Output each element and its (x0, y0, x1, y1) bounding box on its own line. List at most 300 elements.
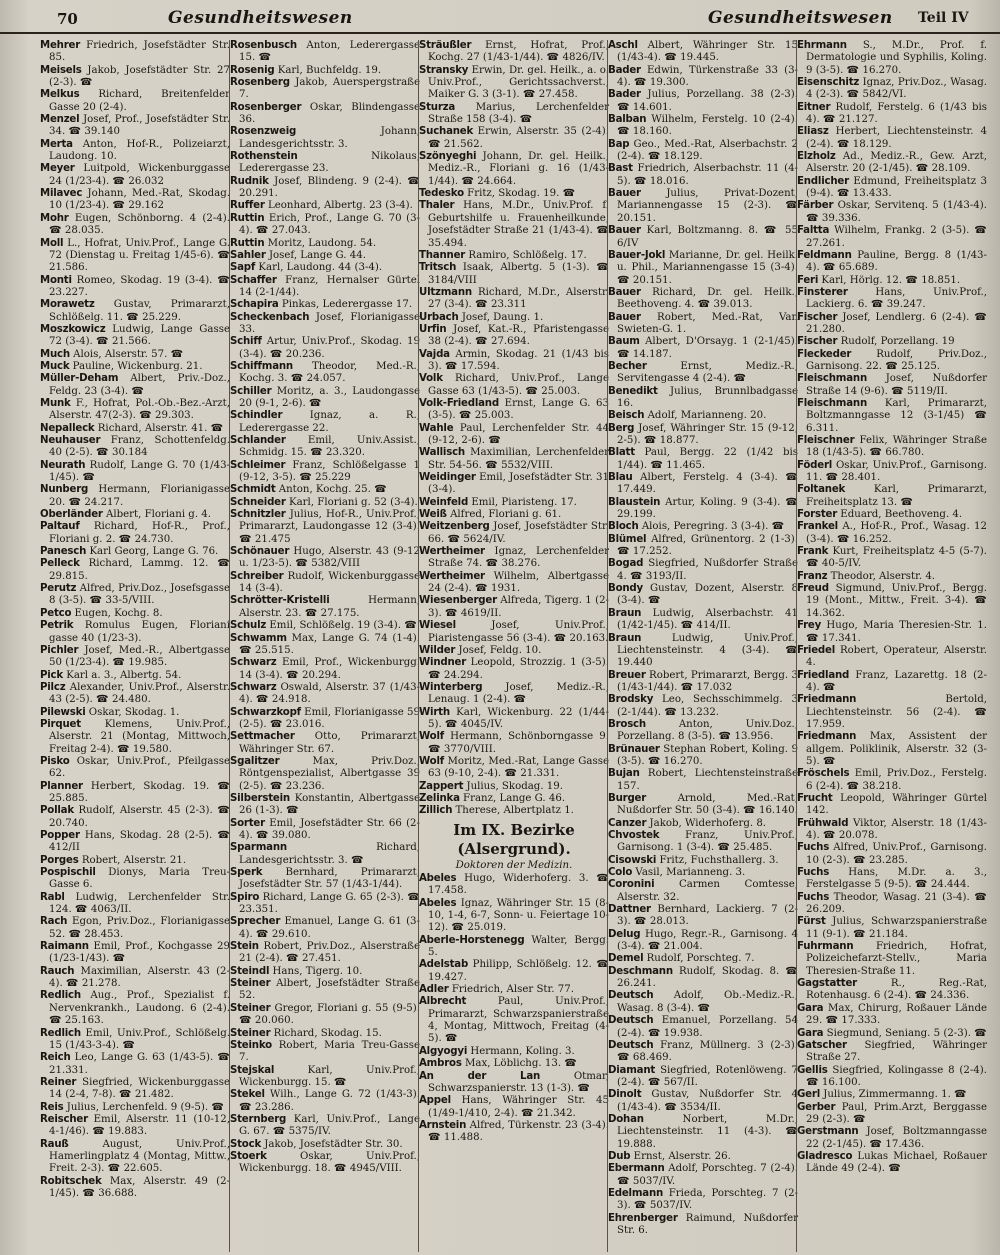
entry-details: Moritz, Laudong. 54. (267, 237, 377, 249)
entry-surname: Rosenberg (230, 77, 290, 89)
entry-details: Herbert, Liechtensteinstr. 4 (2-4). ☎ 18.129. (806, 126, 987, 150)
entry-details: Karl, Primararzt, Boltzmanngasse 12 (3-1/45) ☎ 6.311. (806, 397, 987, 434)
entry-surname: Gerber (797, 1101, 836, 1113)
entry-details: Moritz, Med.-Rat, Lange Gasse 63 (9-10, 2-4). ☎ 21.331. (428, 755, 609, 780)
entry-details: Otmar, Schwarzspanierstr. 13 (1-3). ☎ (428, 1070, 609, 1094)
entry-surname: Schwarzkopf (230, 706, 301, 718)
entry-details: Robert, Maria Treu-Gasse 7. (239, 1039, 420, 1064)
entry-surname: Weidinger (419, 472, 476, 484)
entry-surname: Petco (40, 607, 72, 619)
directory-entry (230, 200, 420, 212)
entry-details: Hermann, Alserstr. 23. ☎ 27.175. (239, 595, 420, 619)
entry-details: Josef, Prof., Josefstädter Str. 34. ☎ 39.140 (49, 114, 230, 138)
directory-entry (797, 546, 987, 571)
entry-surname: Ehrenberger (608, 1212, 678, 1224)
directory-entry (230, 460, 420, 485)
directory-entry (797, 670, 987, 695)
directory-entry (40, 719, 230, 756)
entry-surname: Sperk (230, 867, 263, 879)
entry-surname: Schapira (230, 299, 279, 311)
directory-entry (608, 1015, 798, 1040)
directory-entry (40, 1102, 230, 1114)
entry-surname: Wirth (419, 706, 450, 718)
directory-entry (797, 941, 987, 978)
entry-surname: Rauß (40, 1138, 69, 1150)
directory-entry (608, 558, 798, 583)
entry-details: Dionys, Maria Treu-Gasse 6. (49, 867, 230, 891)
directory-entry (40, 509, 230, 521)
entry-surname: Färber (797, 200, 834, 212)
directory-entry (230, 1114, 420, 1139)
entry-surname: Bogad (608, 558, 644, 570)
entry-details: R., Reg.-Rat, Rotenhausg. 6 (2-4). ☎ 24.336. (806, 978, 987, 1002)
directory-entry (797, 275, 987, 287)
entry-details: Richard, Hof-R., Prof., Floriani g. 2. ☎ 24.730. (49, 521, 230, 545)
entry-surname: Abeles (419, 873, 457, 884)
directory-entry (40, 608, 230, 620)
entry-details: Ramiro, Schlößelg. 17. (468, 249, 587, 261)
directory-entry (40, 188, 230, 213)
directory-entry (608, 904, 798, 929)
entry-details: Josef, Lendlerg. 6 (2-4). ☎ 21.280. (806, 311, 987, 335)
directory-entry (608, 793, 798, 818)
entry-details: Alfred, Grünentorg. 2 (1-3). ☎ 17.252. (617, 533, 798, 558)
entry-details: Hans, Univ.Prof., Lackierg. 6. ☎ 39.247. (806, 286, 987, 311)
entry-details: Romeo, Skodag. 19 (3-4). ☎ 23.227. (49, 274, 230, 298)
entry-details: Kurt, Freiheitsplatz 4-5 (5-7). ☎ 40-5/IV. (806, 546, 987, 570)
entry-surname: Foltanek (797, 484, 846, 496)
entry-surname: Bader (608, 64, 641, 76)
entry-surname: Reiner (40, 1076, 77, 1088)
directory-entry (40, 805, 230, 830)
entry-surname: Schindler (230, 410, 283, 422)
entry-surname: Bauer (608, 286, 641, 298)
entry-surname: Delug (608, 928, 641, 940)
entry-details: Johann, Landesgerichtsstr. 3. (239, 126, 420, 150)
entry-surname: Porges (40, 854, 79, 866)
entry-details: Klemens, Univ.Prof., Alserstr. 21 (Montag, Mittwoch, Freitag 2-4). ☎ 19.580. (49, 718, 230, 755)
directory-entry (230, 1139, 420, 1151)
entry-details: Karl, Wickenburg. 22 (1/44-5). ☎ 4045/IV. (428, 706, 609, 730)
entry-surname: Gara (797, 1027, 824, 1039)
entry-surname: Steiner (230, 1027, 271, 1039)
entry-details: Siegfried, Rotenlöweng. 7 (2-4). ☎ 567/II. (617, 1064, 798, 1088)
directory-entry (230, 595, 420, 620)
directory-entry (230, 1003, 420, 1028)
entry-surname: An der Lan (419, 1070, 541, 1082)
entry-details: Rudolf, Lange G. 70 (1/43-1/45). ☎ (49, 459, 230, 484)
directory-entry (608, 1163, 798, 1188)
entry-details: Hugo, Maria Theresien-Str. 1. ☎ 17.341. (806, 620, 987, 644)
directory-columns (40, 40, 995, 1252)
directory-entry (40, 275, 230, 300)
directory-entry (608, 225, 798, 250)
entry-details: L., Hofrat, Univ.Prof., Lange G. 72 (Dienstag u. Freitag 1/45-6). ☎ 21.586. (49, 237, 230, 274)
directory-entry (419, 1120, 609, 1145)
entry-surname: Reis (40, 1101, 64, 1113)
entry-surname: Nunberg (40, 484, 89, 496)
directory-entry (419, 188, 609, 200)
entry-details: Emanuel, Lange G. 61 (3-4). ☎ 29.610. (239, 916, 420, 940)
entry-surname: Braun (608, 632, 642, 644)
directory-entry (608, 867, 798, 879)
directory-entry (40, 1077, 230, 1102)
entry-surname: Weiß (419, 509, 447, 521)
entry-surname: Dinolt (608, 1089, 642, 1101)
entry-surname: Gellis (797, 1064, 828, 1076)
directory-entry (40, 139, 230, 164)
directory-entry (608, 818, 798, 830)
directory-entry (230, 1151, 420, 1176)
entry-surname: Rothenstein (230, 151, 298, 163)
directory-entry (40, 756, 230, 781)
directory-entry (419, 262, 609, 287)
directory-entry (230, 151, 420, 176)
directory-entry (797, 645, 987, 670)
entry-details: Rudolf, Alserstr. 45 (2-3). ☎ 20.740. (49, 805, 230, 829)
entry-details: Emil, Florianigasse 59 (2-5). ☎ 23.016. (239, 706, 420, 730)
entry-surname: Frank (797, 546, 829, 558)
entry-surname: Scheckenbach (230, 311, 310, 323)
entry-details: Max, Chirurg, Roßauer Lände 29. ☎ 17.333. (806, 1002, 987, 1027)
entry-details: Julius, Privat-Dozent, Mariannengasse 15 (2-3). ☎ 20.151. (617, 188, 798, 224)
directory-entry (230, 966, 420, 978)
entry-details: Emil, Prof., Kochgasse 29 (1/23-1/43). ☎ (49, 941, 230, 965)
entry-surname: Milavec (40, 188, 83, 200)
entry-surname: Merta (40, 138, 73, 150)
entry-details: Eugen, Kochg. 8. (74, 607, 163, 619)
entry-details: Egon, Priv.Doz., Florianigasse 52. ☎ 28.453. (49, 916, 230, 940)
entry-surname: Settmacher (230, 731, 295, 743)
entry-details: Josef, Josefstädter Str. 66. ☎ 5624/IV. (428, 521, 609, 545)
entry-details: Armin, Skodag. 21 (1/43 bis 3). ☎ 17.594. (428, 348, 609, 372)
entry-surname: Zappert (419, 780, 464, 792)
entry-surname: Bap (608, 138, 630, 150)
directory-entry (419, 151, 609, 188)
directory-entry (608, 719, 798, 744)
entry-surname: Windner (419, 657, 467, 669)
entry-details: Adolf, Ob.-Mediz.-R., Wasag. 8 (3-4). ☎ (617, 990, 798, 1014)
entry-surname: Rabl (40, 891, 65, 903)
entry-surname: Freud (797, 583, 829, 595)
directory-entry (797, 793, 987, 818)
directory-entry (230, 707, 420, 732)
entry-details: Richard, Lammg. 12. ☎ 29.815. (49, 558, 230, 582)
directory-entry (797, 842, 987, 867)
entry-surname: Fürst (797, 916, 826, 928)
directory-entry (230, 892, 420, 917)
directory-entry (797, 1040, 987, 1065)
entry-details: Aug., Prof., Spezialist f. Nervenkrankh., Laudong. 6 (2-4). ☎ 25.163. (49, 990, 230, 1027)
entry-surname: Pilewski (40, 706, 86, 718)
entry-details: Friedrich, Josefstädter Str. 85. (49, 40, 230, 64)
entry-surname: Brosch (608, 718, 646, 730)
entry-surname: Edelmann (608, 1187, 664, 1199)
page-header (0, 6, 1000, 34)
entry-surname: Endlicher (797, 175, 849, 187)
entry-details: Hans, Währinger Str. 45 (1/49-1/410, 2-4). ☎ 21.342. (428, 1095, 609, 1119)
entry-surname: Appel (419, 1095, 451, 1107)
entry-details: Pauline, Wickenburg. 21. (72, 360, 203, 372)
directory-entry (608, 40, 798, 65)
entry-surname: Fleischmann (797, 397, 868, 409)
entry-details: Julius, Brunnlbadgasse 16. (617, 385, 798, 409)
entry-details: Ludwig, Univ.Prof., Liechtensteinstr. 4 (3-4). ☎ 19.440 (617, 632, 798, 669)
entry-surname: Wiesenberger (419, 595, 497, 607)
entry-details: Arnold, Med.-Rat, Nußdorfer Str. 50 (3-4). ☎ 16.140. (617, 792, 798, 817)
directory-entry (608, 966, 798, 991)
running-title-right: Gesundheitswesen (708, 8, 893, 28)
entry-details: Alfred, Univ.Prof., Garnisong. 10 (2-3). ☎ 23.285. (806, 842, 987, 866)
entry-surname: Sapf (230, 262, 256, 274)
entry-surname: Suchanek (419, 126, 474, 138)
entry-details: Oskar, Univ.Prof., Pfeilgasse 62. (49, 755, 230, 780)
directory-entry (419, 509, 609, 521)
directory-entry (230, 497, 420, 509)
entry-surname: Berg (608, 422, 635, 434)
entry-surname: Schnitzler (230, 509, 286, 521)
entry-details: Adolf, Porschteg. 7 (2-4). ☎ 5037/IV. (617, 1163, 798, 1187)
directory-entry (230, 546, 420, 571)
entry-surname: Bauer-Jokl (608, 249, 666, 261)
directory-entry (608, 929, 798, 954)
entry-details: Emil, Piaristeng. 17. (471, 496, 577, 508)
entry-details: Erwin, Alserstr. 35 (2-4). ☎ 21.562. (428, 126, 609, 150)
directory-entry (608, 633, 798, 670)
entry-surname: Blau (608, 472, 633, 484)
entry-details: Karl, Floriani g. 52 (3-4). (288, 496, 418, 508)
directory-entry (230, 250, 420, 262)
directory-entry (797, 1126, 987, 1151)
entry-details: Alfred, Türkenstr. 23 (3-4). ☎ 11.488. (428, 1119, 609, 1144)
entry-details: Hermann, Koling. 3. (470, 1045, 575, 1057)
directory-entry (40, 213, 230, 238)
entry-surname: Rauch (40, 965, 75, 977)
entry-details: Oskar, Univ.Prof., Wickenburgg. 18. ☎ 4945/VIII. (239, 1150, 420, 1175)
entry-surname: Fröschels (797, 768, 850, 780)
entry-details: Karl, Boltzmanng. 8. ☎ 55 6/IV (617, 225, 798, 249)
entry-details: Josef, Kat.-R., Pfaristengasse 38 (2-4). ☎ 27.694. (428, 323, 609, 348)
directory-entry (40, 40, 230, 65)
entry-surname: Eliasz (797, 126, 829, 138)
part-label: Teil IV (918, 10, 969, 26)
entry-surname: Tedesko (419, 188, 464, 200)
entry-details: Emil, Alserstr. 11 (10-12, 4-1/46). ☎ 19.883. (49, 1113, 230, 1138)
entry-surname: Algyogyi (419, 1045, 468, 1057)
directory-entry (797, 818, 987, 843)
entry-surname: Ehrmann (797, 40, 847, 51)
directory-entry (419, 1095, 609, 1120)
entry-surname: Weinfeld (419, 496, 469, 508)
entry-details: Fritz, Skodag. 19. ☎ (467, 188, 576, 200)
directory-entry (797, 349, 987, 374)
entry-details: Alois, Peregring. 3 (3-4). ☎ (641, 521, 785, 533)
directory-entry (797, 176, 987, 201)
entry-details: Josef, Florianigasse 33. (239, 311, 420, 335)
directory-entry (230, 40, 420, 65)
section-subheading: Doktoren der Medizin. (455, 859, 573, 871)
directory-entry (608, 447, 798, 472)
entry-surname: Brünauer (608, 743, 660, 755)
entry-details: Hans, Skodag. 28 (2-5). ☎ 412/II (49, 830, 230, 854)
directory-entry (230, 336, 420, 361)
entry-details: Richard, Alserstr. 41. ☎ (97, 422, 224, 434)
directory-entry (419, 984, 609, 996)
entry-details: Herbert, Skodag. 19. ☎ 25.885. (49, 780, 230, 804)
directory-entry (797, 250, 987, 275)
entry-details: Julius, Schwarzspanierstraße 11 (9-1). ☎ 21.184. (806, 916, 987, 940)
entry-details: Luitpold, Wickenburggasse 24 (1/23-4). ☎ 26.032 (49, 163, 230, 187)
directory-entry (797, 867, 987, 892)
directory-entry (230, 361, 420, 386)
directory-entry (40, 423, 230, 435)
entry-details: Ludwig, Lange Gasse 72 (3-4). ☎ 21.566. (49, 323, 230, 348)
entry-details: Josef, Feldg. 10. (458, 644, 542, 656)
directory-entry (419, 312, 609, 324)
entry-details: Julius, Lerchenfeld. 9 (9-5). ☎ (66, 1101, 225, 1113)
entry-details: Ernst, Mediz.-R., Servitengasse 4 (2-4). ☎ (617, 360, 798, 385)
entry-details: Siegfried, Währinger Straße 27. (806, 1039, 987, 1064)
entry-details: Hermann, Florianigasse 20. ☎ 24.217. (49, 484, 230, 508)
entry-details: Emil, Prof., Wickenburgg. 14 (3-4). ☎ 20.294. (239, 657, 420, 681)
entry-surname: Bauer (608, 225, 641, 237)
entry-details: Max, Assistent der allgem. Poliklinik, Alserstr. 32 (3-5). ☎ (806, 731, 987, 767)
entry-details: Alois, Alserstr. 57. ☎ (73, 348, 184, 360)
directory-entry (419, 1058, 609, 1070)
entry-surname: Feldmann (797, 249, 852, 261)
entry-details: F., Hofrat, Pol.-Ob.-Bez.-Arzt, Alserstr. 47(2-3). ☎ 29.303. (49, 397, 230, 422)
entry-details: Karl, Univ.Prof., Wickenburgg. 15. ☎ (239, 1064, 420, 1088)
entry-surname: Sahler (230, 249, 266, 261)
page-number: 70 (57, 10, 78, 28)
directory-entry (230, 238, 420, 250)
directory-entry (230, 571, 420, 596)
directory-entry (608, 830, 798, 855)
entry-surname: Bondy (608, 583, 643, 595)
entry-surname: Zillich (419, 805, 453, 817)
entry-details: Franz, Hernalser Gürtel 14 (2-1/44). (239, 274, 420, 298)
entry-details: S., M.Dr., Prof. f. Dermatologie und Syphilis, Koling. 9 (3-5). ☎ 16.270. (806, 40, 987, 76)
entry-surname: Rosenberger (230, 101, 302, 113)
directory-entry (608, 361, 798, 386)
entry-details: Julius, Hof-R., Univ.Prof., Primararzt, Laudongasse 12 (3-4). ☎ 21.475 (239, 509, 420, 545)
entry-details: Viktor, Alserstr. 18 (1/43-4). ☎ 20.078. (806, 817, 987, 841)
entry-surname: Schwarz (230, 657, 277, 669)
directory-entry (608, 1188, 798, 1213)
entry-details: Josef, Boltzmanngasse 22 (2-1/45). ☎ 17.436. (806, 1126, 987, 1150)
entry-surname: Vajda (419, 348, 450, 360)
entry-surname: Schulz (230, 620, 267, 632)
entry-details: Josef, Daung. 1. (461, 311, 544, 323)
entry-details: Julius, Porzellang. 38 (2-3). ☎ 14.601. (617, 89, 798, 113)
directory-entry (40, 114, 230, 139)
directory-entry (230, 386, 420, 411)
directory-entry (797, 1089, 987, 1101)
directory-entry (608, 188, 798, 225)
entry-details: Paul, Bergg. 22 (1/42 bis 1/44). ☎ 11.465. (617, 447, 798, 471)
entry-surname: Wolf (419, 731, 444, 743)
entry-details: Fritz, Fuchsthallerg. 3. (659, 854, 779, 866)
entry-details: Franz, Lazarettg. 18 (2-4). ☎ (806, 669, 987, 693)
directory-entry (797, 77, 987, 102)
directory-entry (419, 805, 609, 817)
entry-details: Julius, Skodag. 19. (466, 780, 564, 792)
entry-details: Robert, Liechtensteinstraße 157. (617, 768, 798, 792)
entry-surname: Sgalitzer (230, 755, 280, 767)
entry-details: Johann, Med.-Rat, Skodag. 10 (1/23-4). ☎ 29.162 (49, 188, 230, 212)
entry-details: Edmund, Freiheitsplatz 3 (9-4). ☎ 13.433. (806, 175, 987, 200)
entry-surname: Braun (608, 607, 642, 619)
directory-entry (797, 151, 987, 176)
directory-entry (419, 497, 609, 509)
directory-entry (608, 1089, 798, 1114)
entry-details: Ernst, Alserstr. 26. (633, 1150, 731, 1162)
directory-entry (608, 89, 798, 114)
directory-entry (797, 916, 987, 941)
entry-details: Rudolf, Ferstelg. 6 (1/43 bis 4). ☎ 21.127. (806, 101, 987, 126)
entry-details: Bernhard, Lackierg. 7 (2-3). ☎ 28.013. (617, 904, 798, 928)
entry-surname: Neurath (40, 459, 86, 471)
entry-surname: Deutsch (608, 1015, 654, 1027)
entry-surname: Balban (608, 114, 647, 126)
entry-surname: Silberstein (230, 792, 290, 804)
entry-surname: Muck (40, 360, 70, 372)
entry-surname: Neuhauser (40, 435, 101, 446)
entry-details: Emanuel, Porzellang. 54 (2-4). ☎ 19.938. (617, 1015, 798, 1039)
directory-entry (797, 312, 987, 337)
entry-details: Marianne, Dr. gel. Heilk. u. Phil., Mariannengasse 15 (3-4). ☎ 20.151. (617, 249, 798, 286)
entry-surname: Redlich (40, 990, 81, 1002)
entry-details: Albert, Floriani g. 4. (105, 509, 212, 521)
entry-details: Eugen, Schönborng. 4 (2-4). ☎ 28.035. (49, 212, 230, 237)
directory-entry (40, 682, 230, 707)
entry-details: Felix, Währinger Straße 18 (1/43-5). ☎ 66.780. (806, 435, 987, 459)
entry-surname: Pirquet (40, 718, 81, 730)
entry-details: Vasil, Marianneng. 3. (635, 867, 746, 879)
entry-surname: Nepalleck (40, 422, 95, 434)
entry-details: Richard, Dr. gel. Heilk., Beethoveng. 4. ☎ 39.013. (617, 286, 798, 311)
entry-surname: Oberländer (40, 509, 103, 521)
entry-surname: Ambros (419, 1058, 462, 1070)
directory-entry (608, 670, 798, 695)
entry-details: Alfred, Priv.Doz., Josefsgasse 8 (3-5). ☎ 33-5/VIII. (49, 583, 230, 607)
directory-entry (40, 1028, 230, 1053)
directory-entry (797, 40, 987, 77)
directory-entry (419, 521, 609, 546)
entry-surname: Aberle-Horstenegg (419, 934, 525, 946)
directory-entry (608, 534, 798, 559)
directory-entry (608, 1213, 798, 1238)
entry-details: Josef, Univ.Prof., Piaristengasse 56 (3-4). ☎ 20.163. (428, 620, 609, 644)
entry-surname: Gagstatter (797, 978, 858, 990)
directory-entry (230, 867, 420, 892)
entry-surname: Much (40, 348, 70, 360)
entry-details: Jakob, Widerhoferg. 8. (649, 817, 767, 829)
entry-details: Pauline, Bergg. 8 (1/43-4). ☎ 65.689. (806, 249, 987, 274)
entry-details: Robert, Primararzt, Bergg. 3 (1/43-1/44). ☎ 17.032 (617, 669, 798, 693)
entry-details: Leopold, Strozzig. 1 (3-5). ☎ 24.294. (428, 657, 609, 681)
entry-surname: Urfin (419, 323, 447, 335)
directory-entry (40, 990, 230, 1027)
entry-details: Rudolf, Porschteg. 7. (646, 953, 755, 965)
entry-surname: Breuer (608, 669, 646, 681)
directory-entry (230, 1028, 420, 1040)
entry-details: Paul, Lerchenfelder Str. 44 (9-12, 2-6). ☎ (428, 422, 609, 446)
directory-entry (419, 620, 609, 645)
directory-entry (230, 435, 420, 460)
directory-entry (40, 1176, 230, 1201)
entry-surname: Brodsky (608, 694, 654, 706)
